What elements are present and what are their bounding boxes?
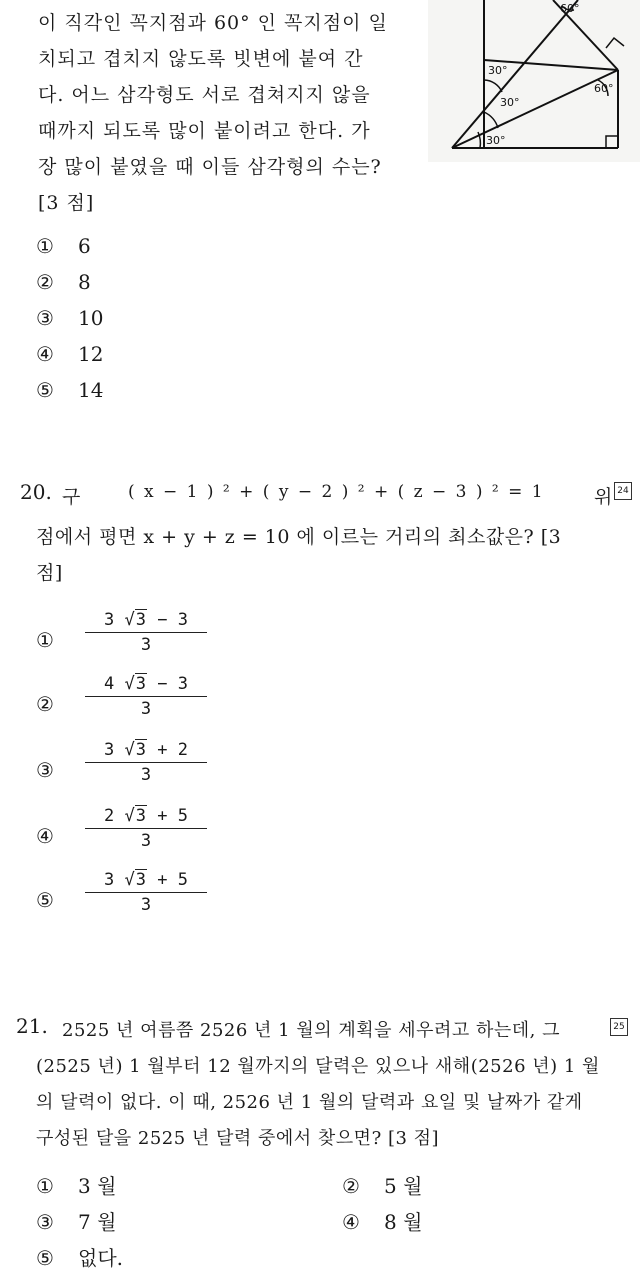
q20-choice-3-num[interactable]: ③ xyxy=(36,758,54,782)
rest: + 5 xyxy=(147,806,188,826)
q21-choice-4[interactable] xyxy=(342,1206,422,1235)
q19-line-1: 이 직각인 꼭지점과 60° 인 꼭지점이 일 xyxy=(38,12,388,34)
q19-choice-4[interactable] xyxy=(36,342,103,366)
q20-choice-4-num[interactable]: ④ xyxy=(36,824,54,848)
numerator: 4 √3 − 3 xyxy=(85,674,207,697)
q21-line-2: (2525 년) 1 월부터 12 월까지의 달력은 있으나 새해(2526 년) 1 월 xyxy=(36,1056,600,1077)
choice-text: 없다. xyxy=(78,1246,123,1270)
q20-number: 20. xyxy=(20,480,52,504)
denominator: 3 xyxy=(140,831,152,851)
q21-line-3: 의 달력이 없다. 이 때, 2526 년 1 월의 달력과 요일 및 날짜가 같게 xyxy=(36,1092,583,1113)
q21-choice-3[interactable] xyxy=(36,1206,116,1235)
choice-number: ① xyxy=(36,234,54,258)
denominator: 3 xyxy=(140,895,152,915)
choice-text: 7 월 xyxy=(78,1210,117,1234)
q20-choice-2[interactable] xyxy=(85,674,207,719)
q19-choice-2[interactable] xyxy=(36,270,91,294)
numerator: 3 √3 + 5 xyxy=(85,870,207,893)
choice-number: ③ xyxy=(36,306,54,330)
coef: 3 xyxy=(104,870,115,890)
choice-text: 10 xyxy=(78,306,104,330)
radicand: 3 xyxy=(135,610,147,630)
q20-choice-2-num[interactable]: ② xyxy=(36,692,54,716)
q21-number: 21. xyxy=(16,1014,48,1038)
q19-line-2: 치되고 겹치지 않도록 빗변에 붙여 간 xyxy=(38,48,364,70)
q20-tag: 24 xyxy=(614,482,632,500)
choice-text: 12 xyxy=(78,342,104,366)
q19-choice-1[interactable] xyxy=(36,234,91,258)
choice-text: 6 xyxy=(78,234,91,258)
radicand: 3 xyxy=(135,806,147,826)
choice-text: 8 xyxy=(78,270,91,294)
denominator: 3 xyxy=(140,765,152,785)
q19-line-3: 다. 어느 삼각형도 서로 겹쳐지지 않을 xyxy=(38,84,371,106)
choice-number: ⑤ xyxy=(36,1246,54,1270)
q19-line-6: [3 점] xyxy=(38,192,95,214)
choice-text: 14 xyxy=(78,378,104,402)
choice-number: ④ xyxy=(36,342,54,366)
q20-choice-3[interactable] xyxy=(85,740,207,785)
radicand: 3 xyxy=(135,674,147,694)
rest: − 3 xyxy=(147,674,188,694)
q20-equation: ( x − 1 ) ² + ( y − 2 ) ² + ( z − 3 ) ² = 1 xyxy=(128,482,545,502)
choice-text: 3 월 xyxy=(78,1174,117,1198)
q20-choice-1-num[interactable]: ① xyxy=(36,628,54,652)
numerator: 3 √3 − 3 xyxy=(85,610,207,633)
choice-text: 5 월 xyxy=(384,1174,423,1198)
rest: + 5 xyxy=(147,870,188,890)
q21-line-4: 구성된 달을 2525 년 달력 중에서 찾으면? [3 점] xyxy=(36,1128,440,1149)
choice-text: 8 월 xyxy=(384,1210,423,1234)
q20-choice-1[interactable] xyxy=(85,610,207,655)
fig-angle-3: 60° xyxy=(594,82,614,95)
coef: 4 xyxy=(104,674,115,694)
numerator: 3 √3 + 2 xyxy=(85,740,207,763)
rest: + 2 xyxy=(147,740,188,760)
q21-choice-2[interactable] xyxy=(342,1170,422,1199)
q20-choice-5-num[interactable]: ⑤ xyxy=(36,888,54,912)
radicand: 3 xyxy=(135,740,147,760)
q20-line2: 점에서 평면 x + y + z = 10 에 이르는 거리의 최소값은? [3 xyxy=(36,526,562,548)
choice-number: ④ xyxy=(342,1210,360,1234)
q20-line1-pre: 구 xyxy=(62,486,81,508)
fig-angle-1: 60° xyxy=(560,2,580,15)
coef: 2 xyxy=(104,806,115,826)
denominator: 3 xyxy=(140,699,152,719)
fig-angle-4: 30° xyxy=(500,96,520,109)
q21-choice-1[interactable] xyxy=(36,1170,116,1199)
q19-line-5: 장 많이 붙였을 때 이들 삼각형의 수는? xyxy=(38,156,382,178)
coef: 3 xyxy=(104,610,115,630)
q19-triangle-figure xyxy=(428,0,640,162)
fig-angle-5: 30° xyxy=(486,134,506,147)
q20-choice-5[interactable] xyxy=(85,870,207,915)
fig-angle-2: 30° xyxy=(488,64,508,77)
q21-choice-5[interactable] xyxy=(36,1242,123,1271)
coef: 3 xyxy=(104,740,115,760)
q21-line-1: 2525 년 여름쯤 2526 년 1 월의 계획을 세우려고 하는데, 그 xyxy=(62,1020,560,1041)
q19-line-4: 때까지 되도록 많이 붙이려고 한다. 가 xyxy=(38,120,371,142)
q21-tag: 25 xyxy=(610,1018,628,1036)
numerator: 2 √3 + 5 xyxy=(85,806,207,829)
radicand: 3 xyxy=(135,870,147,890)
q20-line3: 점] xyxy=(36,562,63,584)
q19-choice-5[interactable] xyxy=(36,378,103,402)
choice-number: ③ xyxy=(36,1210,54,1234)
choice-number: ② xyxy=(342,1174,360,1198)
rest: − 3 xyxy=(147,610,188,630)
q20-choice-4[interactable] xyxy=(85,806,207,851)
denominator: 3 xyxy=(140,635,152,655)
choice-number: ① xyxy=(36,1174,54,1198)
choice-number: ② xyxy=(36,270,54,294)
q20-line1-post: 위 xyxy=(594,486,613,508)
choice-number: ⑤ xyxy=(36,378,54,402)
q19-triangle-svg xyxy=(428,0,640,162)
q19-choice-3[interactable] xyxy=(36,306,103,330)
